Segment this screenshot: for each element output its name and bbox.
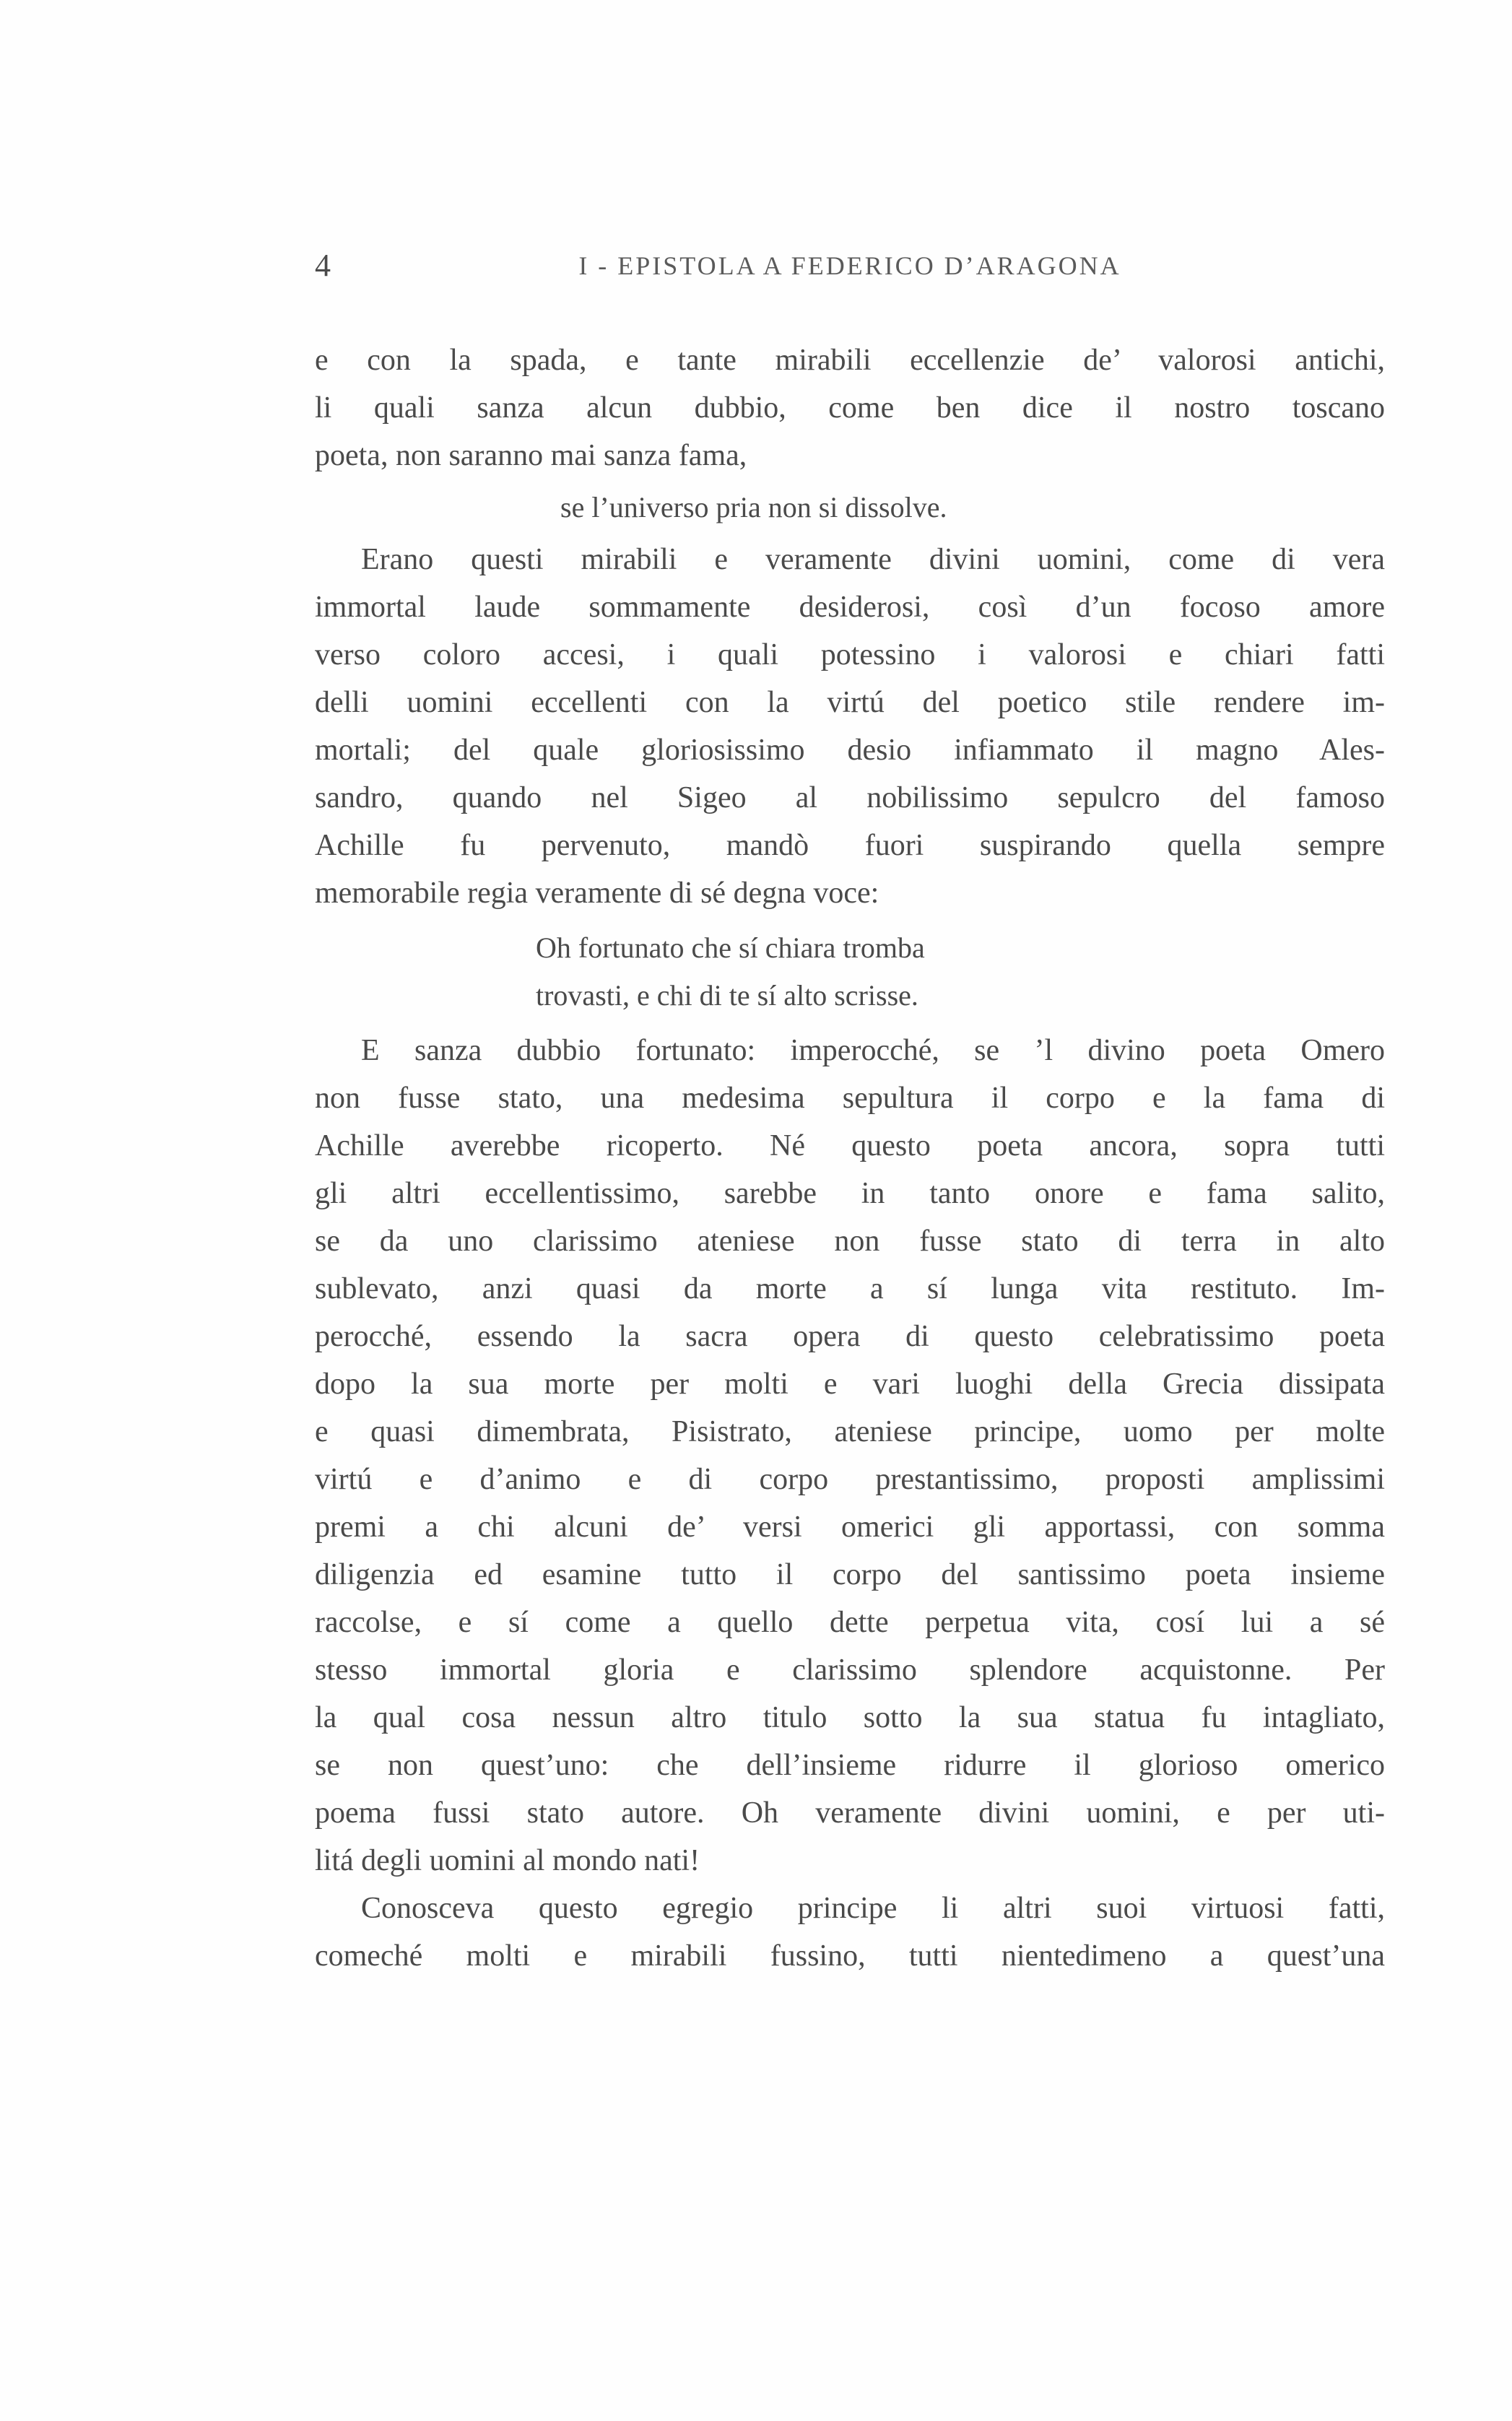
verse-quotation: se l’universo pria non si dissolve. bbox=[560, 491, 947, 523]
page-header bbox=[315, 244, 1385, 287]
verse-quotation-block bbox=[315, 924, 1385, 1020]
text-line: diligenzia ed esamine tutto il corpo del santissimo poeta insieme bbox=[315, 1558, 1385, 1591]
text-line: litá degli uomini al mondo nati! bbox=[315, 1844, 700, 1877]
text-line: memorabile regia veramente di sé degna voce: bbox=[315, 877, 879, 910]
paragraph-3 bbox=[315, 1027, 1385, 1885]
text-line: mortali; del quale gloriosissimo desio infiammato il magno Ales- bbox=[315, 734, 1385, 767]
verse-line: trovasti, e chi di te sí alto scrisse. bbox=[536, 979, 918, 1012]
text-line: Conosceva questo egregio principe li altri suoi virtuosi fatti, bbox=[361, 1892, 1385, 1925]
text-line: raccolse, e sí come a quello dette perpetua vita, cosí lui a sé bbox=[315, 1606, 1385, 1639]
paragraph-1 bbox=[315, 336, 1385, 479]
text-line: Achille fu pervenuto, mandò fuori suspirando quella sempre bbox=[315, 829, 1385, 862]
text-line: perocché, essendo la sacra opera di questo celebratissimo poeta bbox=[315, 1320, 1385, 1353]
text-line: virtú e d’animo e di corpo prestantissimo, proposti amplissimi bbox=[315, 1463, 1385, 1496]
text-line: Erano questi mirabili e veramente divini uomini, come di vera bbox=[361, 543, 1385, 576]
verse-line: Oh fortunato che sí chiara tromba bbox=[536, 931, 925, 964]
text-line: e quasi dimembrata, Pisistrato, ateniese principe, uomo per molte bbox=[315, 1415, 1385, 1448]
text-line: poeta, non saranno mai sanza fama, bbox=[315, 439, 747, 472]
text-line: e con la spada, e tante mirabili eccellenzie de’ valorosi antichi, bbox=[315, 344, 1385, 377]
text-line: verso coloro accesi, i quali potessino i valorosi e chiari fatti bbox=[315, 638, 1385, 671]
text-line: la qual cosa nessun altro titulo sotto la sua statua fu intagliato, bbox=[315, 1701, 1385, 1734]
text-line: comeché molti e mirabili fussino, tutti nientedimeno a quest’una bbox=[315, 1939, 1385, 1973]
text-line: stesso immortal gloria e clarissimo splendore acquistonne. Per bbox=[315, 1653, 1385, 1687]
text-line: immortal laude sommamente desiderosi, così d’un focoso amore bbox=[315, 591, 1385, 624]
text-line: Achille averebbe ricoperto. Né questo poeta ancora, sopra tutti bbox=[315, 1129, 1385, 1162]
text-line: non fusse stato, una medesima sepultura il corpo e la fama di bbox=[315, 1082, 1385, 1115]
body-text bbox=[315, 336, 1385, 1980]
paragraph-2 bbox=[315, 536, 1385, 917]
text-line: li quali sanza alcun dubbio, come ben dice il nostro toscano bbox=[315, 391, 1385, 425]
text-line: sublevato, anzi quasi da morte a sí lunga vita restituto. Im- bbox=[315, 1272, 1385, 1305]
page-number: 4 bbox=[315, 248, 331, 283]
text-line: dopo la sua morte per molti e vari luoghi della Grecia dissipata bbox=[315, 1368, 1385, 1401]
text-line: E sanza dubbio fortunato: imperocché, se ’l divino poeta Omero bbox=[361, 1034, 1385, 1067]
text-line: premi a chi alcuni de’ versi omerici gli apportassi, con somma bbox=[315, 1511, 1385, 1544]
text-line: se non quest’uno: che dell’insieme ridurre il glorioso omerico bbox=[315, 1749, 1385, 1782]
text-line: se da uno clarissimo ateniese non fusse stato di terra in alto bbox=[315, 1225, 1385, 1258]
running-title: I - EPISTOLA A FEDERICO D’ARAGONA bbox=[578, 251, 1121, 280]
text-line: sandro, quando nel Sigeo al nobilissimo sepulcro del famoso bbox=[315, 781, 1385, 814]
text-line: gli altri eccellentissimo, sarebbe in tanto onore e fama salito, bbox=[315, 1177, 1385, 1210]
text-line: poema fussi stato autore. Oh veramente divini uomini, e per uti- bbox=[315, 1796, 1385, 1830]
paragraph-4 bbox=[315, 1885, 1385, 1980]
text-line: delli uomini eccellenti con la virtú del poetico stile rendere im- bbox=[315, 686, 1385, 719]
